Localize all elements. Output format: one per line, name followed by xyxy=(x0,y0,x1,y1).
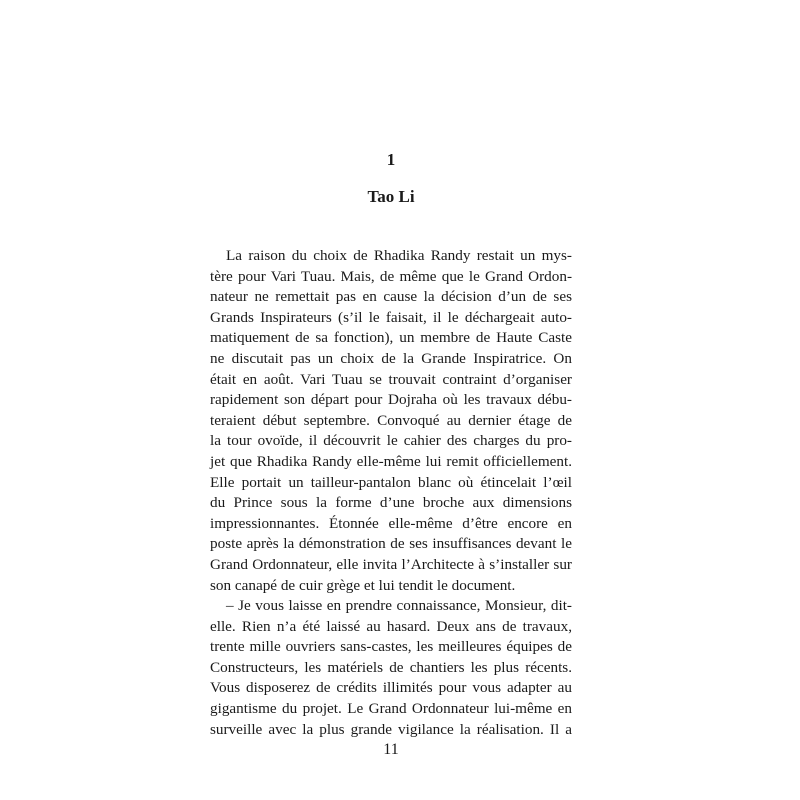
text-line: tère pour Vari Tuau. Mais, de même que le Grand Ordon- xyxy=(210,267,572,285)
text-line: du Prince sous la forme d’une broche aux dimensions xyxy=(210,494,572,512)
text-line: Vous disposerez de crédits illimités pour vous adapter au xyxy=(210,679,572,697)
text-line: impressionnantes. Étonnée elle-même d’être encore en xyxy=(210,514,572,532)
body-text xyxy=(210,246,572,740)
text-line: Constructeurs, les matériels de chantiers les plus récents. xyxy=(210,658,572,676)
text-line: La raison du choix de Rhadika Randy restait un mys- xyxy=(226,247,572,264)
text-line: ne discutait pas un choix de la Grande Inspiratrice. On xyxy=(210,349,572,367)
text-line: rapidement son départ pour Dojraha où les travaux débu- xyxy=(210,391,572,409)
text-line: nateur ne remettait pas en cause la décision d’un de ses xyxy=(210,288,572,306)
text-line: Grands Inspirateurs (s’il le faisait, il le déchargeait auto- xyxy=(210,308,572,326)
text-line: jet que Rhadika Randy elle-même lui remit officiellement. xyxy=(210,452,572,470)
text-line: son canapé de cuir grège et lui tendit le document. xyxy=(210,576,516,594)
text-line: Elle portait un tailleur-pantalon blanc où étincelait l’œil xyxy=(210,473,572,491)
text-line: la tour ovoïde, il découvrit le cahier des charges du pro- xyxy=(210,432,572,450)
text-line: poste après la démonstration de ses insuffisances devant le xyxy=(210,535,572,553)
text-line: matiquement de sa fonction), un membre de Haute Caste xyxy=(210,329,572,347)
text-line: – Je vous laisse en prendre connaissance, Monsieur, dit- xyxy=(226,597,572,615)
text-line: surveille avec la plus grande vigilance la réalisation. Il a xyxy=(210,720,572,738)
chapter-title: Tao Li xyxy=(367,187,415,206)
text-line: Grand Ordonnateur, elle invita l’Architecte à s’installer sur xyxy=(210,555,572,573)
text-line: trente mille ouvriers sans-castes, les meilleures équipes de xyxy=(210,638,572,656)
chapter-number: 1 xyxy=(386,150,396,169)
text-line: gigantisme du projet. Le Grand Ordonnateur lui-même en xyxy=(210,700,572,718)
text-line: était en août. Vari Tuau se trouvait contraint d’organiser xyxy=(210,370,572,388)
text-line: elle. Rien n’a été laissé au hasard. Deux ans de travaux, xyxy=(210,617,572,635)
text-line: teraient début septembre. Convoqué au dernier étage de xyxy=(210,411,572,429)
page-number: 11 xyxy=(383,741,399,758)
